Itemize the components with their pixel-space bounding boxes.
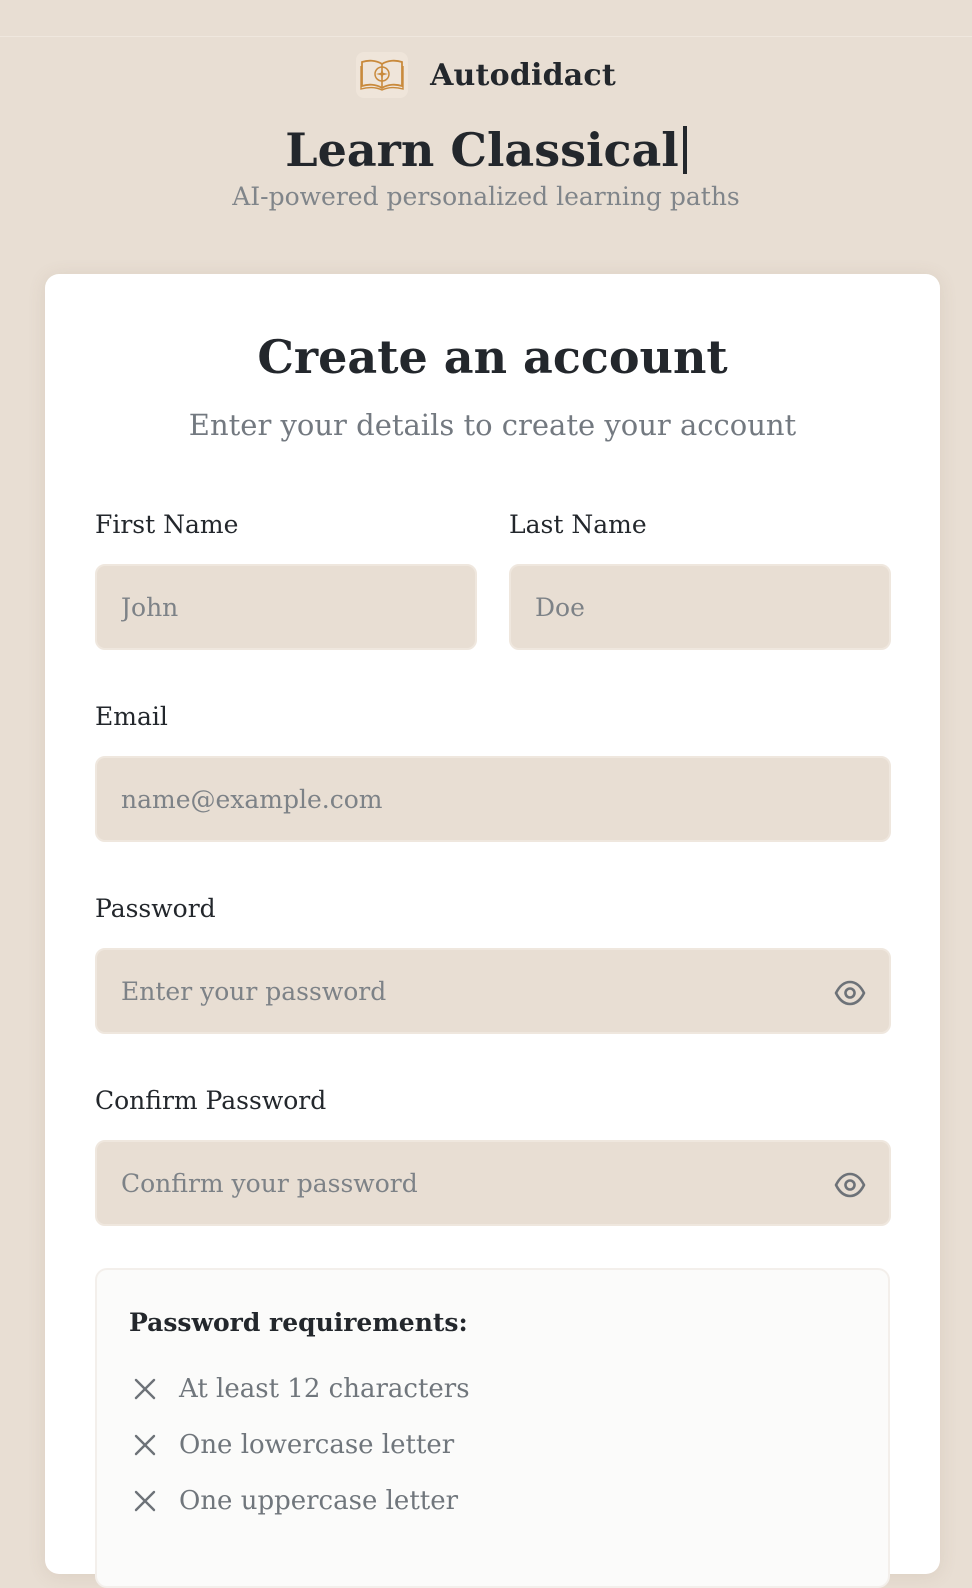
x-icon <box>133 1489 157 1513</box>
x-icon <box>133 1433 157 1457</box>
email-label: Email <box>95 702 168 731</box>
eye-icon[interactable] <box>833 976 867 1010</box>
last-name-field[interactable] <box>509 564 891 650</box>
confirm-password-input[interactable] <box>121 1169 865 1198</box>
form-title: Create an account <box>257 330 728 384</box>
email-field[interactable] <box>95 756 891 842</box>
requirement-item <box>133 1374 470 1404</box>
confirm-password-label: Confirm Password <box>95 1086 327 1115</box>
first-name-field[interactable] <box>95 564 477 650</box>
requirement-item <box>133 1486 458 1516</box>
requirement-text: One uppercase letter <box>179 1486 459 1516</box>
first-name-input[interactable] <box>121 593 451 622</box>
hero-subtitle: AI-powered personalized learning paths <box>232 182 740 211</box>
hero-title <box>0 120 972 180</box>
eye-icon[interactable] <box>833 1168 867 1202</box>
requirement-item <box>133 1430 454 1460</box>
typing-caret <box>683 126 687 174</box>
last-name-input[interactable] <box>535 593 865 622</box>
password-field[interactable] <box>95 948 891 1034</box>
open-book-compass-icon <box>356 52 408 98</box>
brand-name: Autodidact <box>430 57 616 93</box>
requirements-title: Password requirements: <box>129 1308 468 1337</box>
email-input[interactable] <box>121 785 865 814</box>
password-label: Password <box>95 894 216 923</box>
last-name-label: Last Name <box>509 510 647 539</box>
requirement-text: One lowercase letter <box>179 1430 455 1460</box>
brand-header <box>0 52 972 98</box>
confirm-password-field[interactable] <box>95 1140 891 1226</box>
requirement-text: At least 12 characters <box>179 1374 470 1404</box>
hero-title-text: Learn Classical <box>285 123 679 177</box>
password-requirements <box>95 1268 890 1588</box>
first-name-label: First Name <box>95 510 239 539</box>
x-icon <box>133 1377 157 1401</box>
header-divider <box>0 36 972 37</box>
signup-card <box>45 274 940 1574</box>
form-subtitle: Enter your details to create your account <box>188 408 797 442</box>
password-input[interactable] <box>121 977 865 1006</box>
